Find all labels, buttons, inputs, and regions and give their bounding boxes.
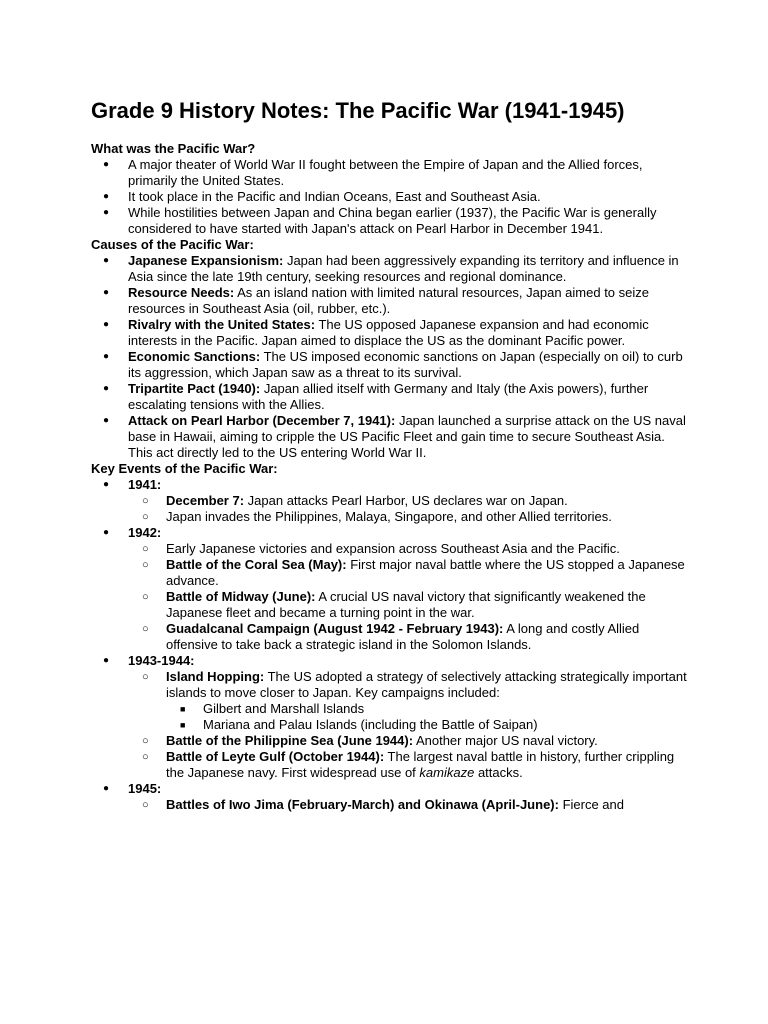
list-item: ○ Island Hopping: The US adopted a strategy of selectively attacking strategically important islands to move closer to Japan. Key campaigns included: ■ Gilbert and Marshall Islands ■ Mariana and Palau Islands (including the Battle of Saipan) <box>91 669 688 733</box>
list-item: ■ Mariana and Palau Islands (including the Battle of Saipan) <box>91 717 688 733</box>
year-item-1942: ● 1942: ○ Early Japanese victories and expansion across Southeast Asia and the Pacific. ○ Battle of the Coral Sea (May): First major naval battle where the US stopped a Japanese advance. ○ Battle of Midway (June): A crucial US naval victory that significantly weakened the Japanese fleet and became a turning point in the war. ○ Guadalcanal Campaign (August 1942 - February 1943): A long and costly Allied offensive to take back a strategic island in the Solomon Islands. <box>91 525 688 653</box>
list-item: ○ Japan invades the Philippines, Malaya, Singapore, and other Allied territories. <box>91 509 688 525</box>
what-list <box>91 157 688 237</box>
list-item: ● Rivalry with the United States: The US opposed Japanese expansion and had economic interests in the Pacific. Japan aimed to displace the US as the dominant Pacific power. <box>91 317 688 349</box>
list-item: ● Resource Needs: As an island nation with limited natural resources, Japan aimed to seize resources in Southeast Asia (oil, rubber, etc.). <box>91 285 688 317</box>
list-item: ○ Battle of Midway (June): A crucial US naval victory that significantly weakened the Japanese fleet and became a turning point in the war. <box>91 589 688 621</box>
section-heading-what: What was the Pacific War? <box>91 141 256 156</box>
list-item: ○ Battle of the Coral Sea (May): First major naval battle where the US stopped a Japanese advance. <box>91 557 688 589</box>
year-item-1941: ● 1941: ○ December 7: Japan attacks Pearl Harbor, US declares war on Japan. ○ Japan invades the Philippines, Malaya, Singapore, and other Allied territories. <box>91 477 688 525</box>
list-item: ● Tripartite Pact (1940): Japan allied itself with Germany and Italy (the Axis powers), further escalating tensions with the Allies. <box>91 381 688 413</box>
section-heading-events: Key Events of the Pacific War: <box>91 461 278 476</box>
list-item: ○ Battle of Leyte Gulf (October 1944): The largest naval battle in history, further crippling the Japanese navy. First widespread use of kamikaze attacks. <box>91 749 688 781</box>
list-item: ○ Early Japanese victories and expansion across Southeast Asia and the Pacific. <box>91 541 688 557</box>
list-item: ○ Battles of Iwo Jima (February-March) and Okinawa (April-June): Fierce and <box>91 797 688 813</box>
list-item: ● While hostilities between Japan and China began earlier (1937), the Pacific War is generally considered to have started with Japan's attack on Pearl Harbor in December 1941. <box>91 205 688 237</box>
list-item: ○ Guadalcanal Campaign (August 1942 - February 1943): A long and costly Allied offensive to take back a strategic island in the Solomon Islands. <box>91 621 688 653</box>
list-item: ○ Battle of the Philippine Sea (June 1944): Another major US naval victory. <box>91 733 688 749</box>
section-heading-causes: Causes of the Pacific War: <box>91 237 254 252</box>
list-item: ● It took place in the Pacific and Indian Oceans, East and Southeast Asia. <box>91 189 688 205</box>
year-item-1945: ● 1945: ○ Battles of Iwo Jima (February-March) and Okinawa (April-June): Fierce and <box>91 781 688 813</box>
events-list <box>91 477 688 813</box>
page-title: Grade 9 History Notes: The Pacific War (1941-1945) <box>91 98 625 123</box>
list-item: ■ Gilbert and Marshall Islands <box>91 701 688 717</box>
list-item: ○ December 7: Japan attacks Pearl Harbor, US declares war on Japan. <box>91 493 688 509</box>
list-item: ● Japanese Expansionism: Japan had been aggressively expanding its territory and influence in Asia since the late 19th century, seeking resources and regional dominance. <box>91 253 688 285</box>
causes-list <box>91 253 688 461</box>
list-item: ● A major theater of World War II fought between the Empire of Japan and the Allied forces, primarily the United States. <box>91 157 688 189</box>
list-item: ● Attack on Pearl Harbor (December 7, 1941): Japan launched a surprise attack on the US naval base in Hawaii, aiming to cripple the US Pacific Fleet and gain time to secure Southeast Asia. This act directly led to the US entering World War II. <box>91 413 688 461</box>
list-item: ● Economic Sanctions: The US imposed economic sanctions on Japan (especially on oil) to curb its aggression, which Japan saw as a threat to its survival. <box>91 349 688 381</box>
year-item-1943-1944: ● 1943-1944: ○ Island Hopping: The US adopted a strategy of selectively attacking strategically important islands to move closer to Japan. Key campaigns included: ■ Gilbert and Marshall Islands ■ Mariana and Palau Islands (including the Battle of Saipan) ○ Battle of the Philippine Sea (June 1944): Another major US naval victory. ○ Battle of Leyte Gulf (October 1944): The largest naval battle in history, further crippling the Japanese navy. First widespread use of kamikaze attacks. <box>91 653 688 781</box>
